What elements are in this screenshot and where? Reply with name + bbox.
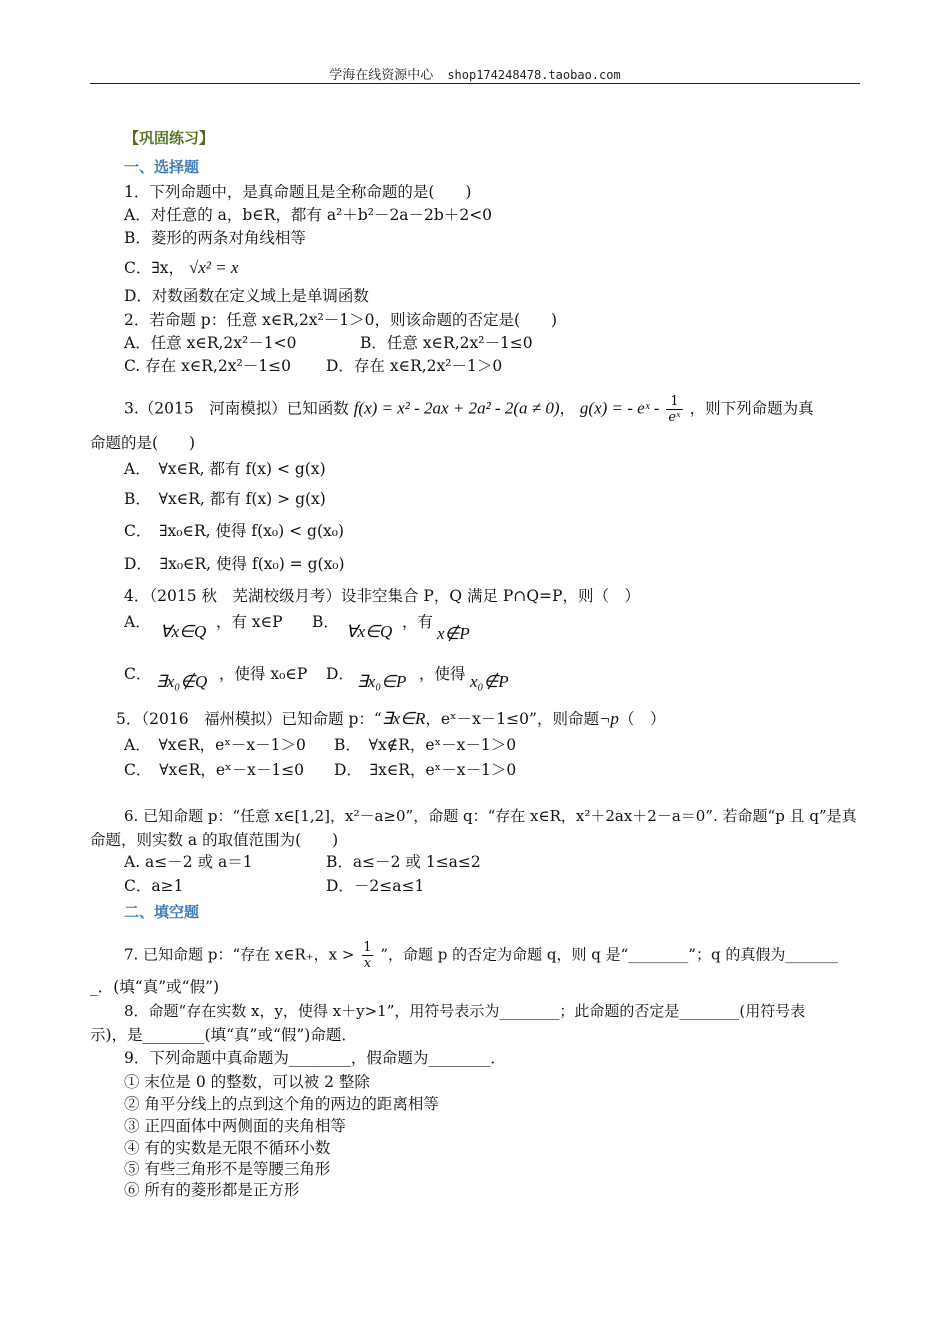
q5-option-c: C． ∀x∈R，eˣ－x－1≤0 — [124, 761, 305, 779]
q3-gx-fraction — [666, 394, 682, 425]
q3-stem-post: ，则下列命题为真 — [689, 399, 814, 418]
q5-option-d: D． ∃x∈R，eˣ－x－1＞0 — [334, 761, 517, 779]
q4-option-c-text: ，使得 x₀∈P — [219, 665, 308, 683]
q1-option-c-formula: √x² = x — [188, 258, 239, 277]
q3-stem-pre: 3.（2015 河南模拟）已知函数 — [124, 399, 349, 418]
q5-stem-formula: ∃x∈R — [381, 709, 426, 728]
q7-stem-post: ”，命题 p 的否定为命题 q，则 q 是“________”；q 的真假为_______ — [380, 945, 838, 964]
q4-option-a-label: A． — [124, 613, 151, 631]
q1-option-d: D．对数函数在定义域上是单调函数 — [124, 287, 369, 305]
q5-stem — [116, 709, 665, 729]
q5-stem-post: ，eˣ－x－1≤0”，则命题 — [425, 710, 599, 728]
q2-option-a: A．任意 x∈R,2x²－1<0 — [124, 334, 297, 352]
q4-option-d-label: D． — [326, 665, 354, 683]
q1-option-c — [124, 258, 238, 278]
section-choice-title: 一、选择题 — [124, 158, 200, 176]
q8-stem-line2: 示)，是________(填“真”或“假”)命题． — [90, 1026, 357, 1044]
header-site-name: 学海在线资源中心 — [329, 68, 434, 83]
q6-option-a: A. a≤－2 或 a＝1 — [124, 853, 253, 871]
q4-option-c-label: C． — [124, 665, 152, 683]
q3-option-c: C． ∃x₀∈R, 使得 f(x₀) < g(x₀) — [124, 522, 344, 540]
q3-fx-formula: f(x) = x² - 2ax + 2a² - 2(a ≠ 0) — [353, 398, 560, 418]
q6-option-d: D．－2≤a≤1 — [326, 877, 425, 895]
q7-stem-line2: _．(填“真”或“假”) — [90, 978, 220, 996]
q6-option-b: B．a≤－2 或 1≤a≤2 — [326, 853, 481, 871]
q4-option-d-text: ，使得 — [419, 665, 466, 683]
q4-option-d-formula: ∃x₀∈P — [357, 672, 407, 691]
q5-option-b: B． ∀x∉R，eˣ－x－1＞0 — [334, 736, 517, 754]
q5-stem-pre: 5．（2016 福州模拟）已知命题 p：“ — [116, 710, 382, 728]
q2-option-d: D．存在 x∈R,2x²－1＞0 — [326, 357, 503, 375]
q3-gx-den: eˣ — [668, 410, 681, 425]
q5-option-a: A． ∀x∈R，eˣ－x－1＞0 — [124, 736, 306, 754]
q3-option-a: A． ∀x∈R, 都有 f(x) < g(x) — [124, 460, 326, 478]
q4-option-a-formula: ∀x∈Q — [160, 622, 207, 641]
q5-stem-end: （ ） — [618, 710, 666, 728]
q7-stem — [124, 940, 838, 971]
q9-item-6: ⑥ 所有的菱形都是正方形 — [124, 1181, 300, 1199]
q3-option-d: D． ∃x₀∈R, 使得 f(x₀) = g(x₀) — [124, 555, 345, 573]
q3-stem-line2: 命题的是( ) — [90, 434, 196, 452]
q4-option-b-formula: ∀x∈Q — [346, 622, 393, 641]
q4-stem: 4．（2015 秋 芜湖校级月考）设非空集合 P，Q 满足 P∩Q=P，则（ ） — [124, 587, 640, 605]
q6-stem-line2: 命题，则实数 a 的取值范围为( ) — [90, 831, 339, 849]
q9-stem: 9．下列命题中真命题为________，假命题为________． — [124, 1049, 506, 1067]
q1-option-b: B．菱形的两条对角线相等 — [124, 229, 306, 247]
q6-stem-line1: 6. 已知命题 p：“任意 x∈[1,2]，x²－a≥0”，命题 q：“存在 x∈R，x²＋2ax＋2－a＝0”. 若命题“p 且 q”是真 — [124, 807, 857, 825]
q4-option-b-label: B． — [312, 613, 339, 631]
practice-title: 【巩固练习】 — [124, 129, 215, 147]
q9-item-1: ① 末位是 0 的整数，可以被 2 整除 — [124, 1073, 370, 1091]
q1-stem: 1．下列命题中，是真命题且是全称命题的是( ) — [124, 183, 472, 201]
header-rule — [90, 83, 860, 84]
q4-option-b-formula2: x∉P — [437, 624, 470, 643]
q2-stem: 2．若命题 p：任意 x∈R,2x²－1＞0，则该命题的否定是( ) — [124, 311, 558, 329]
q4-option-a-text: ，有 x∈P — [216, 613, 283, 631]
q7-fraction — [361, 940, 373, 971]
q3-option-b: B． ∀x∈R, 都有 f(x) > g(x) — [124, 490, 326, 508]
q7-frac-den: x — [363, 956, 372, 971]
q3-stem: 3.（2015 河南模拟）已知函数 f(x) = x² - 2ax + 2a² - 2(a ≠ 0)， g(x) = - eˣ - $\frac{1}{\text{eˣ}}$ ，则下列命题为真 — [124, 394, 814, 425]
q7-stem-pre: 7. 已知命题 p：“存在 x∈R₊，x > — [124, 945, 355, 964]
q9-item-5: ⑤ 有些三角形不是等腰三角形 — [124, 1160, 331, 1178]
q2-option-c: C. 存在 x∈R,2x²－1≤0 — [124, 357, 291, 375]
q3-gx-formula: g(x) = - eˣ - — [579, 398, 660, 418]
section-fill-title: 二、填空题 — [124, 903, 200, 921]
q4-option-d-formula2: x₀∉P — [470, 672, 509, 691]
q7-frac-num: 1 — [363, 940, 372, 955]
page-header — [90, 64, 860, 83]
header-shop-url: shop174248478.taobao.com — [447, 68, 621, 82]
q4-option-c-formula: ∃x₀∉Q — [156, 672, 208, 691]
q1-option-a: A．对任意的 a，b∈R，都有 a²＋b²－2a－2b＋2<0 — [124, 206, 493, 224]
q5-stem-neg: ¬p — [598, 709, 619, 728]
q4-option-b-text: ，有 — [402, 613, 434, 631]
q6-option-c: C．a≥1 — [124, 877, 184, 895]
q2-option-b: B．任意 x∈R,2x²－1≤0 — [360, 334, 533, 352]
q9-item-2: ② 角平分线上的点到这个角的两边的距离相等 — [124, 1095, 439, 1113]
q9-item-3: ③ 正四面体中两侧面的夹角相等 — [124, 1117, 346, 1135]
q8-stem-line1: 8．命题“存在实数 x，y，使得 x＋y>1”，用符号表示为________；此命题的否定是________(用符号表 — [124, 1002, 806, 1020]
q9-item-4: ④ 有的实数是无限不循环小数 — [124, 1139, 331, 1157]
q3-gx-num: 1 — [670, 394, 679, 409]
q1-option-c-label: C．∃x， — [124, 259, 185, 277]
